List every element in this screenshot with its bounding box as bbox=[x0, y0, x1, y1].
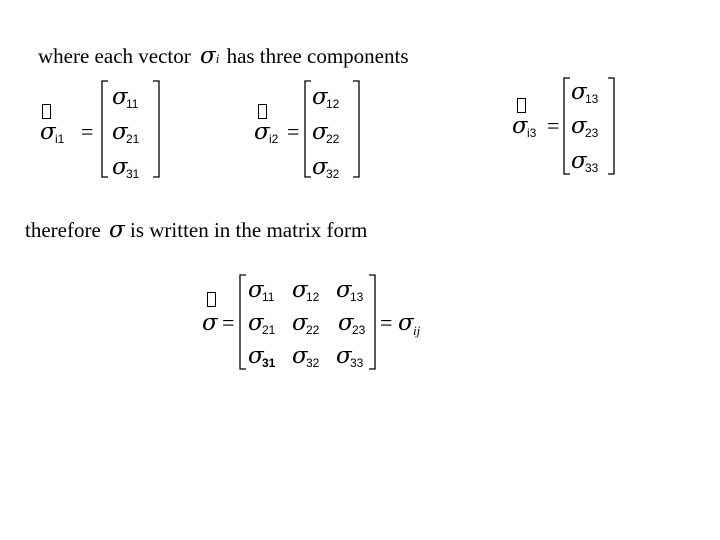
matrix-rhs-equals-sign: = bbox=[380, 310, 393, 335]
vector-arrow-placeholder-icon bbox=[42, 104, 51, 119]
therefore-sigma-symbol: σ bbox=[109, 217, 125, 243]
matrix-rhs-symbol: σ bbox=[398, 310, 414, 336]
matrix-entry-subscript: 31 bbox=[262, 356, 276, 370]
matrix-entry: σ bbox=[336, 343, 352, 369]
matrix-entry: σ bbox=[336, 277, 352, 303]
vector-entry-subscript: 11 bbox=[126, 97, 139, 111]
vector-entry: σ bbox=[571, 148, 587, 174]
vector-equals-sign: = bbox=[81, 119, 94, 144]
matrix-entry-subscript: 22 bbox=[306, 323, 320, 337]
vector-entry: σ bbox=[312, 84, 328, 110]
vector-right-bracket bbox=[152, 80, 160, 178]
vector-entry: σ bbox=[571, 79, 587, 105]
vector-entry-subscript: 13 bbox=[585, 92, 599, 106]
matrix-entry: σ bbox=[248, 277, 264, 303]
vector-right-bracket bbox=[607, 77, 615, 175]
intro-text-before: where each vector bbox=[38, 44, 191, 68]
matrix-entry: σ bbox=[292, 277, 308, 303]
vector-lhs-subscript: i2 bbox=[269, 132, 279, 146]
matrix-entry-subscript: 13 bbox=[350, 290, 364, 304]
vector-arrow-placeholder-icon bbox=[258, 104, 267, 119]
vector-arrow-placeholder-icon bbox=[207, 292, 216, 307]
vector-entry-subscript: 21 bbox=[126, 132, 140, 146]
vector-entry-subscript: 12 bbox=[326, 97, 340, 111]
therefore-text-before: therefore bbox=[25, 218, 101, 242]
vector-entry-subscript: 23 bbox=[585, 126, 599, 140]
vector-entry: σ bbox=[312, 119, 328, 145]
vector-entry-subscript: 33 bbox=[585, 161, 599, 175]
matrix-entry: σ bbox=[248, 310, 264, 336]
vector-equals-sign: = bbox=[287, 119, 300, 144]
matrix-equals-sign: = bbox=[222, 310, 235, 335]
vector-entry: σ bbox=[571, 113, 587, 139]
vector-equals-sign: = bbox=[547, 113, 560, 138]
matrix-entry-subscript: 21 bbox=[262, 323, 276, 337]
intro-sigma-symbol: σ bbox=[199, 43, 216, 69]
vector-sigma-i2 bbox=[254, 78, 384, 182]
vector-entry: σ bbox=[112, 84, 128, 110]
matrix-rhs-subscript: ij bbox=[413, 323, 421, 338]
vector-entry: σ bbox=[312, 154, 328, 180]
vector-right-bracket bbox=[352, 80, 360, 178]
vector-entry-subscript: 32 bbox=[326, 167, 340, 181]
matrix-entry: σ bbox=[292, 310, 308, 336]
vector-lhs-symbol: σ bbox=[512, 113, 528, 139]
vector-left-bracket bbox=[304, 80, 312, 178]
matrix-entry-subscript: 23 bbox=[352, 323, 366, 337]
vector-sigma-i3 bbox=[512, 75, 642, 179]
matrix-entry-subscript: 11 bbox=[262, 290, 275, 304]
matrix-entry: σ bbox=[338, 310, 354, 336]
vector-lhs-subscript: i3 bbox=[527, 126, 537, 140]
therefore-text-after: is written in the matrix form bbox=[129, 218, 368, 242]
therefore-line bbox=[25, 218, 367, 242]
vector-entry-subscript: 22 bbox=[326, 132, 340, 146]
vector-entry-subscript: 31 bbox=[126, 167, 140, 181]
vector-left-bracket bbox=[563, 77, 571, 175]
vector-lhs-symbol: σ bbox=[254, 119, 270, 145]
matrix-lhs-symbol: σ bbox=[202, 310, 218, 336]
matrix-entry: σ bbox=[292, 343, 308, 369]
matrix-entry: σ bbox=[248, 343, 264, 369]
stress-matrix-equation bbox=[200, 272, 440, 376]
vector-left-bracket bbox=[101, 80, 109, 178]
vector-sigma-i1 bbox=[40, 78, 170, 182]
intro-line bbox=[38, 44, 409, 71]
matrix-entry-subscript: 12 bbox=[306, 290, 320, 304]
vector-entry: σ bbox=[112, 119, 128, 145]
matrix-entry-subscript: 32 bbox=[306, 356, 320, 370]
intro-text-after: has three components bbox=[226, 44, 409, 68]
vector-arrow-placeholder-icon bbox=[517, 98, 526, 113]
vector-entry: σ bbox=[112, 154, 128, 180]
vector-lhs-subscript: i1 bbox=[55, 132, 65, 146]
intro-sigma-subscript: i bbox=[215, 51, 220, 66]
matrix-left-bracket bbox=[239, 274, 247, 370]
matrix-right-bracket bbox=[368, 274, 376, 370]
vector-lhs-symbol: σ bbox=[40, 119, 56, 145]
matrix-entry-subscript: 33 bbox=[350, 356, 364, 370]
